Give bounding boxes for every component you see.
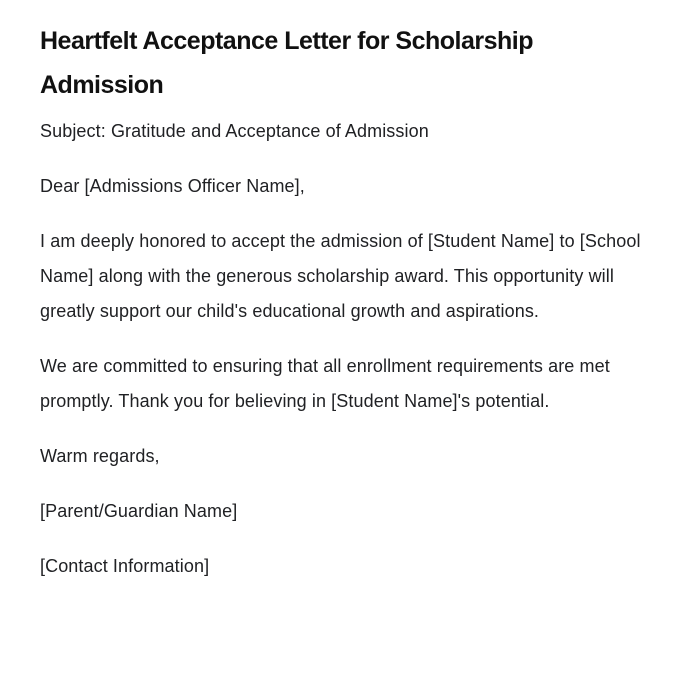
closing-line: Warm regards, xyxy=(40,446,160,466)
signature-name: [Parent/Guardian Name] xyxy=(40,501,238,521)
page-title: Heartfelt Acceptance Letter for Scholarship Admission xyxy=(40,27,533,99)
body-paragraph-1: I am deeply honored to accept the admission of [Student Name] to [School Name] along with the generous scholarship award. This opportunity will greatly support our child's educational growth and aspirations. xyxy=(40,231,641,321)
salutation: Dear [Admissions Officer Name], xyxy=(40,176,305,196)
signature-contact: [Contact Information] xyxy=(40,556,210,576)
subject-line: Subject: Gratitude and Acceptance of Admission xyxy=(40,121,429,141)
body-paragraph-2: We are committed to ensuring that all enrollment requirements are met promptly. Thank you for believing in [Student Name]'s potential. xyxy=(40,356,610,411)
